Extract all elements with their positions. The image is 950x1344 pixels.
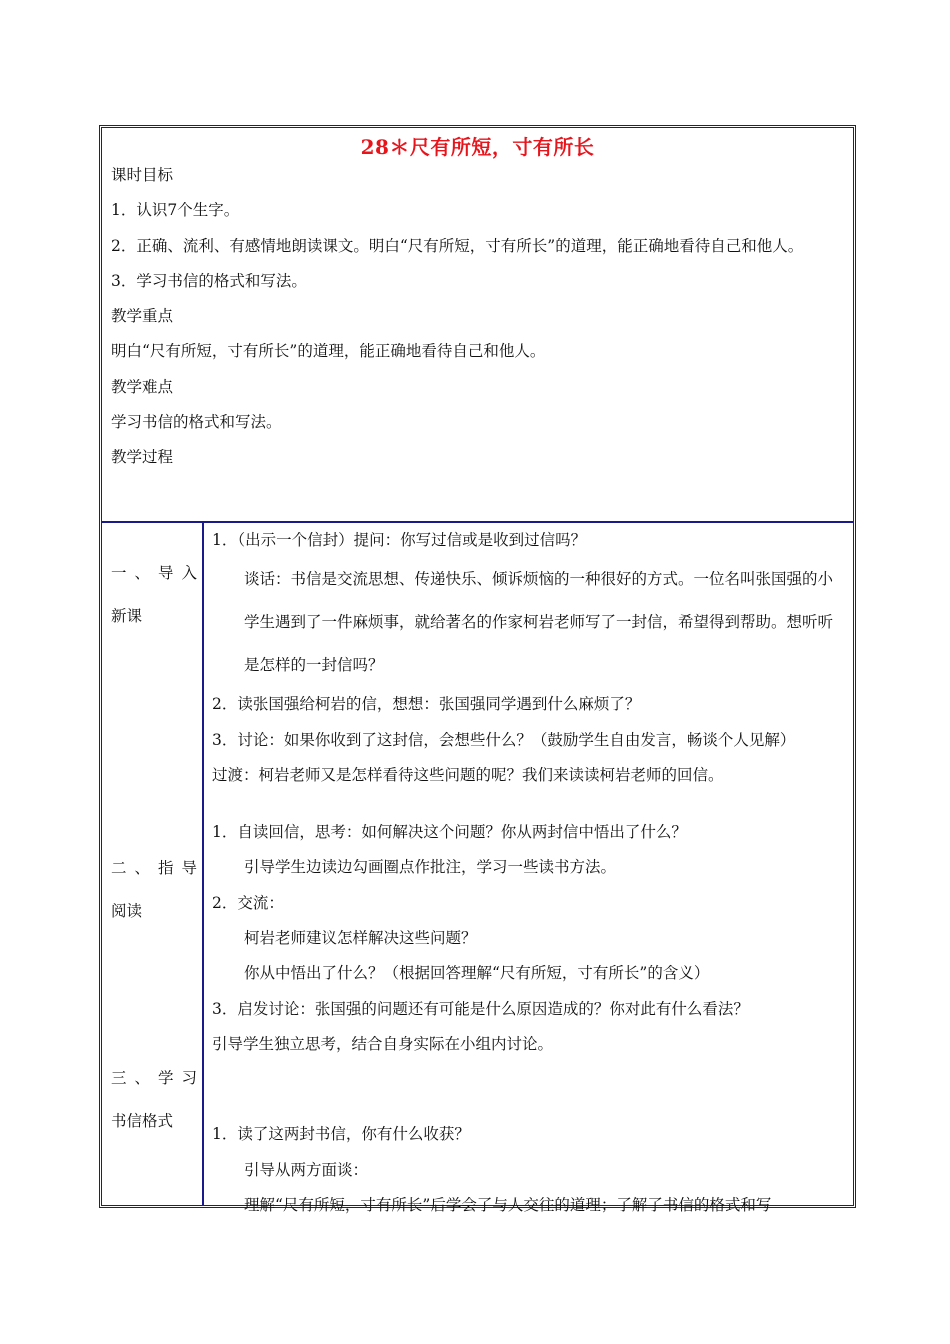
goals-label: 课时目标 xyxy=(111,166,174,184)
stage-2 xyxy=(111,847,197,933)
lesson-header-cell xyxy=(111,158,847,476)
content-paragraph: 理解“尺有所短，寸有所长”后学会了与人交往的道理；了解了书信的格式和写 xyxy=(244,1195,772,1214)
content-paragraph: 2．读张国强给柯岩的信，想想：张国强同学遇到什么麻烦了？ xyxy=(212,695,641,714)
column-divider xyxy=(202,523,204,1205)
difficulty-text: 学习书信的格式和写法。 xyxy=(111,413,282,432)
lesson-plan-table xyxy=(99,125,856,1214)
content-paragraph: 引导学生独立思考，结合自身实际在小组内讨论。 xyxy=(212,1034,554,1053)
content-paragraph: 引导学生边读边勾画圈点作批注，学习一些读书方法。 xyxy=(244,858,617,877)
stage-2-subtitle: 阅读 xyxy=(111,902,143,920)
goal-2: 2．正确、流利、有感情地朗读课文。明白“尺有所短，寸有所长”的道理，能正确地看待自己和他人。 xyxy=(111,236,804,255)
content-paragraph: 3．讨论：如果你收到了这封信，会想些什么？（鼓励学生自由发言，畅谈个人见解） xyxy=(212,730,796,749)
content-paragraph: 引导从两方面谈： xyxy=(244,1160,369,1179)
difficulty-label: 教学难点 xyxy=(111,377,174,396)
content-column xyxy=(212,523,848,1223)
content-paragraph: 过渡：柯岩老师又是怎样看待这些问题的呢？我们来读读柯岩老师的回信。 xyxy=(212,765,724,784)
content-paragraph: 柯岩老师建议怎样解决这些问题？ xyxy=(244,929,477,948)
goal-3: 3．学习书信的格式和写法。 xyxy=(111,271,307,290)
process-label: 教学过程 xyxy=(111,448,174,467)
content-paragraph: 1．自读回信，思考：如何解决这个问题？你从两封信中悟出了什么？ xyxy=(212,823,687,842)
stage-1-title: 一、导入 xyxy=(111,564,197,582)
content-paragraph: 你从中悟出了什么？（根据回答理解“尺有所短，寸有所长”的含义） xyxy=(244,964,710,983)
content-paragraph: 1．（出示一个信封）提问：你写过信或是收到过信吗？ xyxy=(212,531,587,549)
content-paragraph: 3．启发讨论：张国强的问题还有可能是什么原因造成的？你对此有什么看法？ xyxy=(212,999,749,1018)
page-title: 28＊尺有所短，寸有所长 xyxy=(360,135,595,159)
content-paragraph: 2．交流： xyxy=(212,893,284,912)
stage-1 xyxy=(111,552,197,638)
key-point-text: 明白“尺有所短，寸有所长”的道理，能正确地看待自己和他人。 xyxy=(111,342,546,361)
stage-2-title: 二、指导 xyxy=(111,859,197,877)
stage-1-subtitle: 新课 xyxy=(111,607,143,625)
content-paragraph: 1．读了这两封书信，你有什么收获？ xyxy=(212,1125,470,1144)
key-point-label: 教学重点 xyxy=(111,307,174,326)
stage-3 xyxy=(111,1057,197,1143)
stage-3-title: 三、学习 xyxy=(111,1069,197,1087)
stage-3-subtitle: 书信格式 xyxy=(111,1112,174,1130)
content-paragraph: 谈话：书信是交流思想、传递快乐、倾诉烦恼的一种很好的方式。一位名叫张国强的小学生遇到了一件麻烦事，就给著名的作家柯岩老师写了一封信，希望得到帮助。想听听是怎样的一封信吗？ xyxy=(244,570,834,675)
goal-1: 1．认识7个生字。 xyxy=(111,201,240,220)
